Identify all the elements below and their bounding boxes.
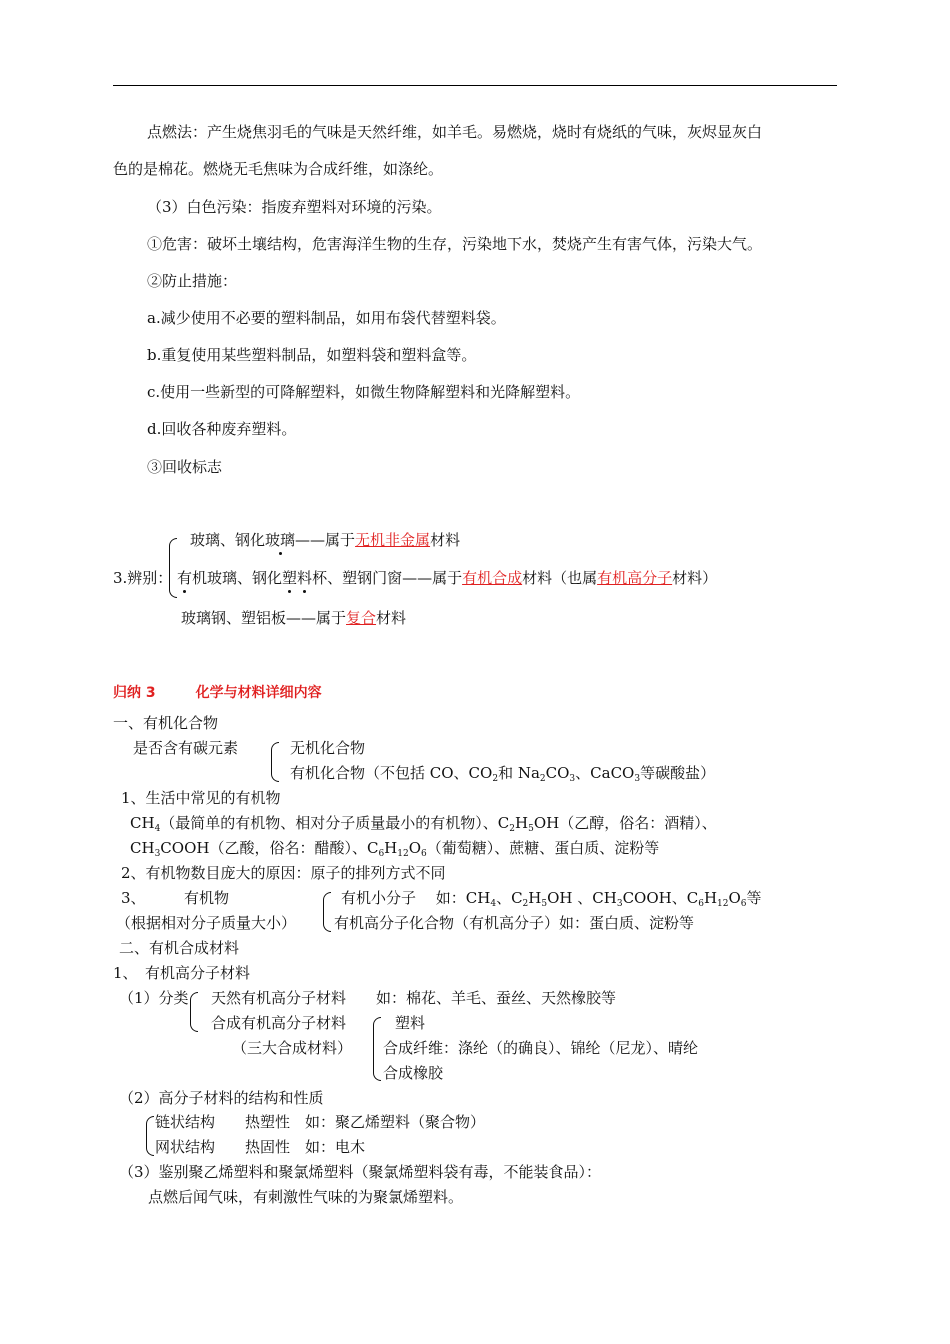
measure-d: d.回收各种废弃塑料。 bbox=[147, 420, 297, 438]
synthetic-polymers: 合成有机高分子材料 bbox=[211, 1014, 347, 1032]
burn-line-1: 点燃法：产生烧焦羽毛的气味是天然纤维，如羊毛。易燃烧，烧时有烧纸的气味，灰烬显灰白 bbox=[147, 123, 763, 141]
distinguish-row-3: 玻璃钢、塑铝板——属于复合材料 bbox=[181, 609, 407, 627]
polymer-materials-title: 1、 有机高分子材料 bbox=[113, 964, 251, 982]
organic-reason: 2、有机物数目庞大的原因：原子的排列方式不同 bbox=[121, 864, 446, 882]
organic-size-brace bbox=[323, 892, 331, 932]
classification-brace bbox=[190, 992, 198, 1032]
section-organic-compounds: 一、有机化合物 bbox=[113, 714, 219, 732]
common-organics-title: 1、生活中常见的有机物 bbox=[121, 789, 281, 807]
distinguish-row-1: 玻璃、钢化玻璃——属于无机非金属材料 bbox=[190, 531, 461, 549]
answer-inorganic-nonmetal: 无机非金属 bbox=[355, 531, 431, 549]
white-pollution-prevent: ②防止措施： bbox=[147, 272, 238, 290]
measure-a: a.减少使用不必要的塑料制品，如用布袋代替塑料袋。 bbox=[147, 309, 506, 327]
plastic: 塑料 bbox=[395, 1014, 426, 1032]
measure-b: b.重复使用某些塑料制品，如塑料袋和塑料盒等。 bbox=[147, 346, 477, 364]
synthetic-brace bbox=[373, 1017, 381, 1081]
answer-composite: 复合 bbox=[346, 609, 377, 627]
small-molecules: 有机小分子 如：$CH_4$、$C_2H_5OH$ 、$CH_3COOH$、$C_6H_{12}O_6$等 bbox=[341, 889, 762, 909]
distinguish-row-2: 有机玻璃、钢化塑料杯、塑钢门窗——属于有机合成材料（也属有机高分子材料） bbox=[177, 569, 718, 587]
item-3-number: 3、 bbox=[121, 889, 146, 907]
inorganic-compound: 无机化合物 bbox=[290, 739, 366, 757]
common-organics-line-2: $CH_3COOH$（乙酸，俗名：醋酸）、$C_6H_{12}O_6$（葡萄糖）、蔗糖、蛋白质、淀粉等 bbox=[130, 839, 660, 859]
chain-structure: 链状结构 热塑性 如：聚乙烯塑料（聚合物） bbox=[155, 1113, 486, 1131]
common-organics-line-1: $CH_4$（最简单的有机物、相对分子质量最小的有机物）、$C_2H_5OH$（乙醇，俗名：酒精）、 bbox=[130, 814, 717, 834]
synthetic-rubber: 合成橡胶 bbox=[383, 1064, 444, 1082]
carbon-question: 是否含有碳元素 bbox=[133, 739, 239, 757]
structure-title: （2）高分子材料的结构和性质 bbox=[119, 1089, 324, 1107]
synthetic-fiber: 合成纤维：涤纶（的确良）、锦纶（尼龙）、晴纶 bbox=[383, 1039, 699, 1057]
header-rule bbox=[113, 85, 837, 86]
classification-label: （1）分类 bbox=[119, 989, 189, 1007]
recycle-mark: ③回收标志 bbox=[147, 458, 223, 476]
identify-answer: 点燃后闻气味，有刺激性气味的为聚氯烯塑料。 bbox=[148, 1188, 464, 1206]
network-structure: 网状结构 热固性 如：电木 bbox=[155, 1138, 366, 1156]
summary-heading: 归纳 3 化学与材料详细内容 bbox=[113, 685, 322, 701]
organic-word: 有机物 bbox=[184, 889, 230, 907]
answer-organic-synthetic: 有机合成 bbox=[462, 569, 523, 587]
section-synthetic-materials: 二、有机合成材料 bbox=[119, 939, 240, 957]
structure-brace bbox=[146, 1116, 154, 1156]
classification-basis: （根据相对分子质量大小） bbox=[116, 914, 297, 932]
burn-line-2: 色的是棉花。燃烧无毛焦味为合成纤维，如涤纶。 bbox=[113, 160, 444, 178]
organic-compound: 有机化合物（不包括 CO、$CO_2$和 $Na_2CO_3$、CaCO$_3$等碳酸盐） bbox=[290, 764, 716, 784]
measure-c: c.使用一些新型的可降解塑料，如微生物降解塑料和光降解塑料。 bbox=[147, 383, 581, 401]
three-big-synthetics: （三大合成材料） bbox=[232, 1039, 353, 1057]
large-molecules: 有机高分子化合物（有机高分子）如：蛋白质、淀粉等 bbox=[334, 914, 695, 932]
white-pollution-title: （3）白色污染：指废弃塑料对环境的污染。 bbox=[147, 198, 442, 216]
carbon-brace bbox=[271, 742, 279, 782]
distinguish-label: 3.辨别： bbox=[113, 569, 173, 587]
answer-organic-polymer: 有机高分子 bbox=[597, 569, 673, 587]
white-pollution-harm: ①危害：破坏土壤结构，危害海洋生物的生存，污染地下水，焚烧产生有害气体，污染大气。 bbox=[147, 235, 763, 253]
natural-polymers: 天然有机高分子材料 如：棉花、羊毛、蚕丝、天然橡胶等 bbox=[211, 989, 617, 1007]
identify-title: （3）鉴别聚乙烯塑料和聚氯烯塑料（聚氯烯塑料袋有毒，不能装食品）： bbox=[119, 1163, 602, 1181]
